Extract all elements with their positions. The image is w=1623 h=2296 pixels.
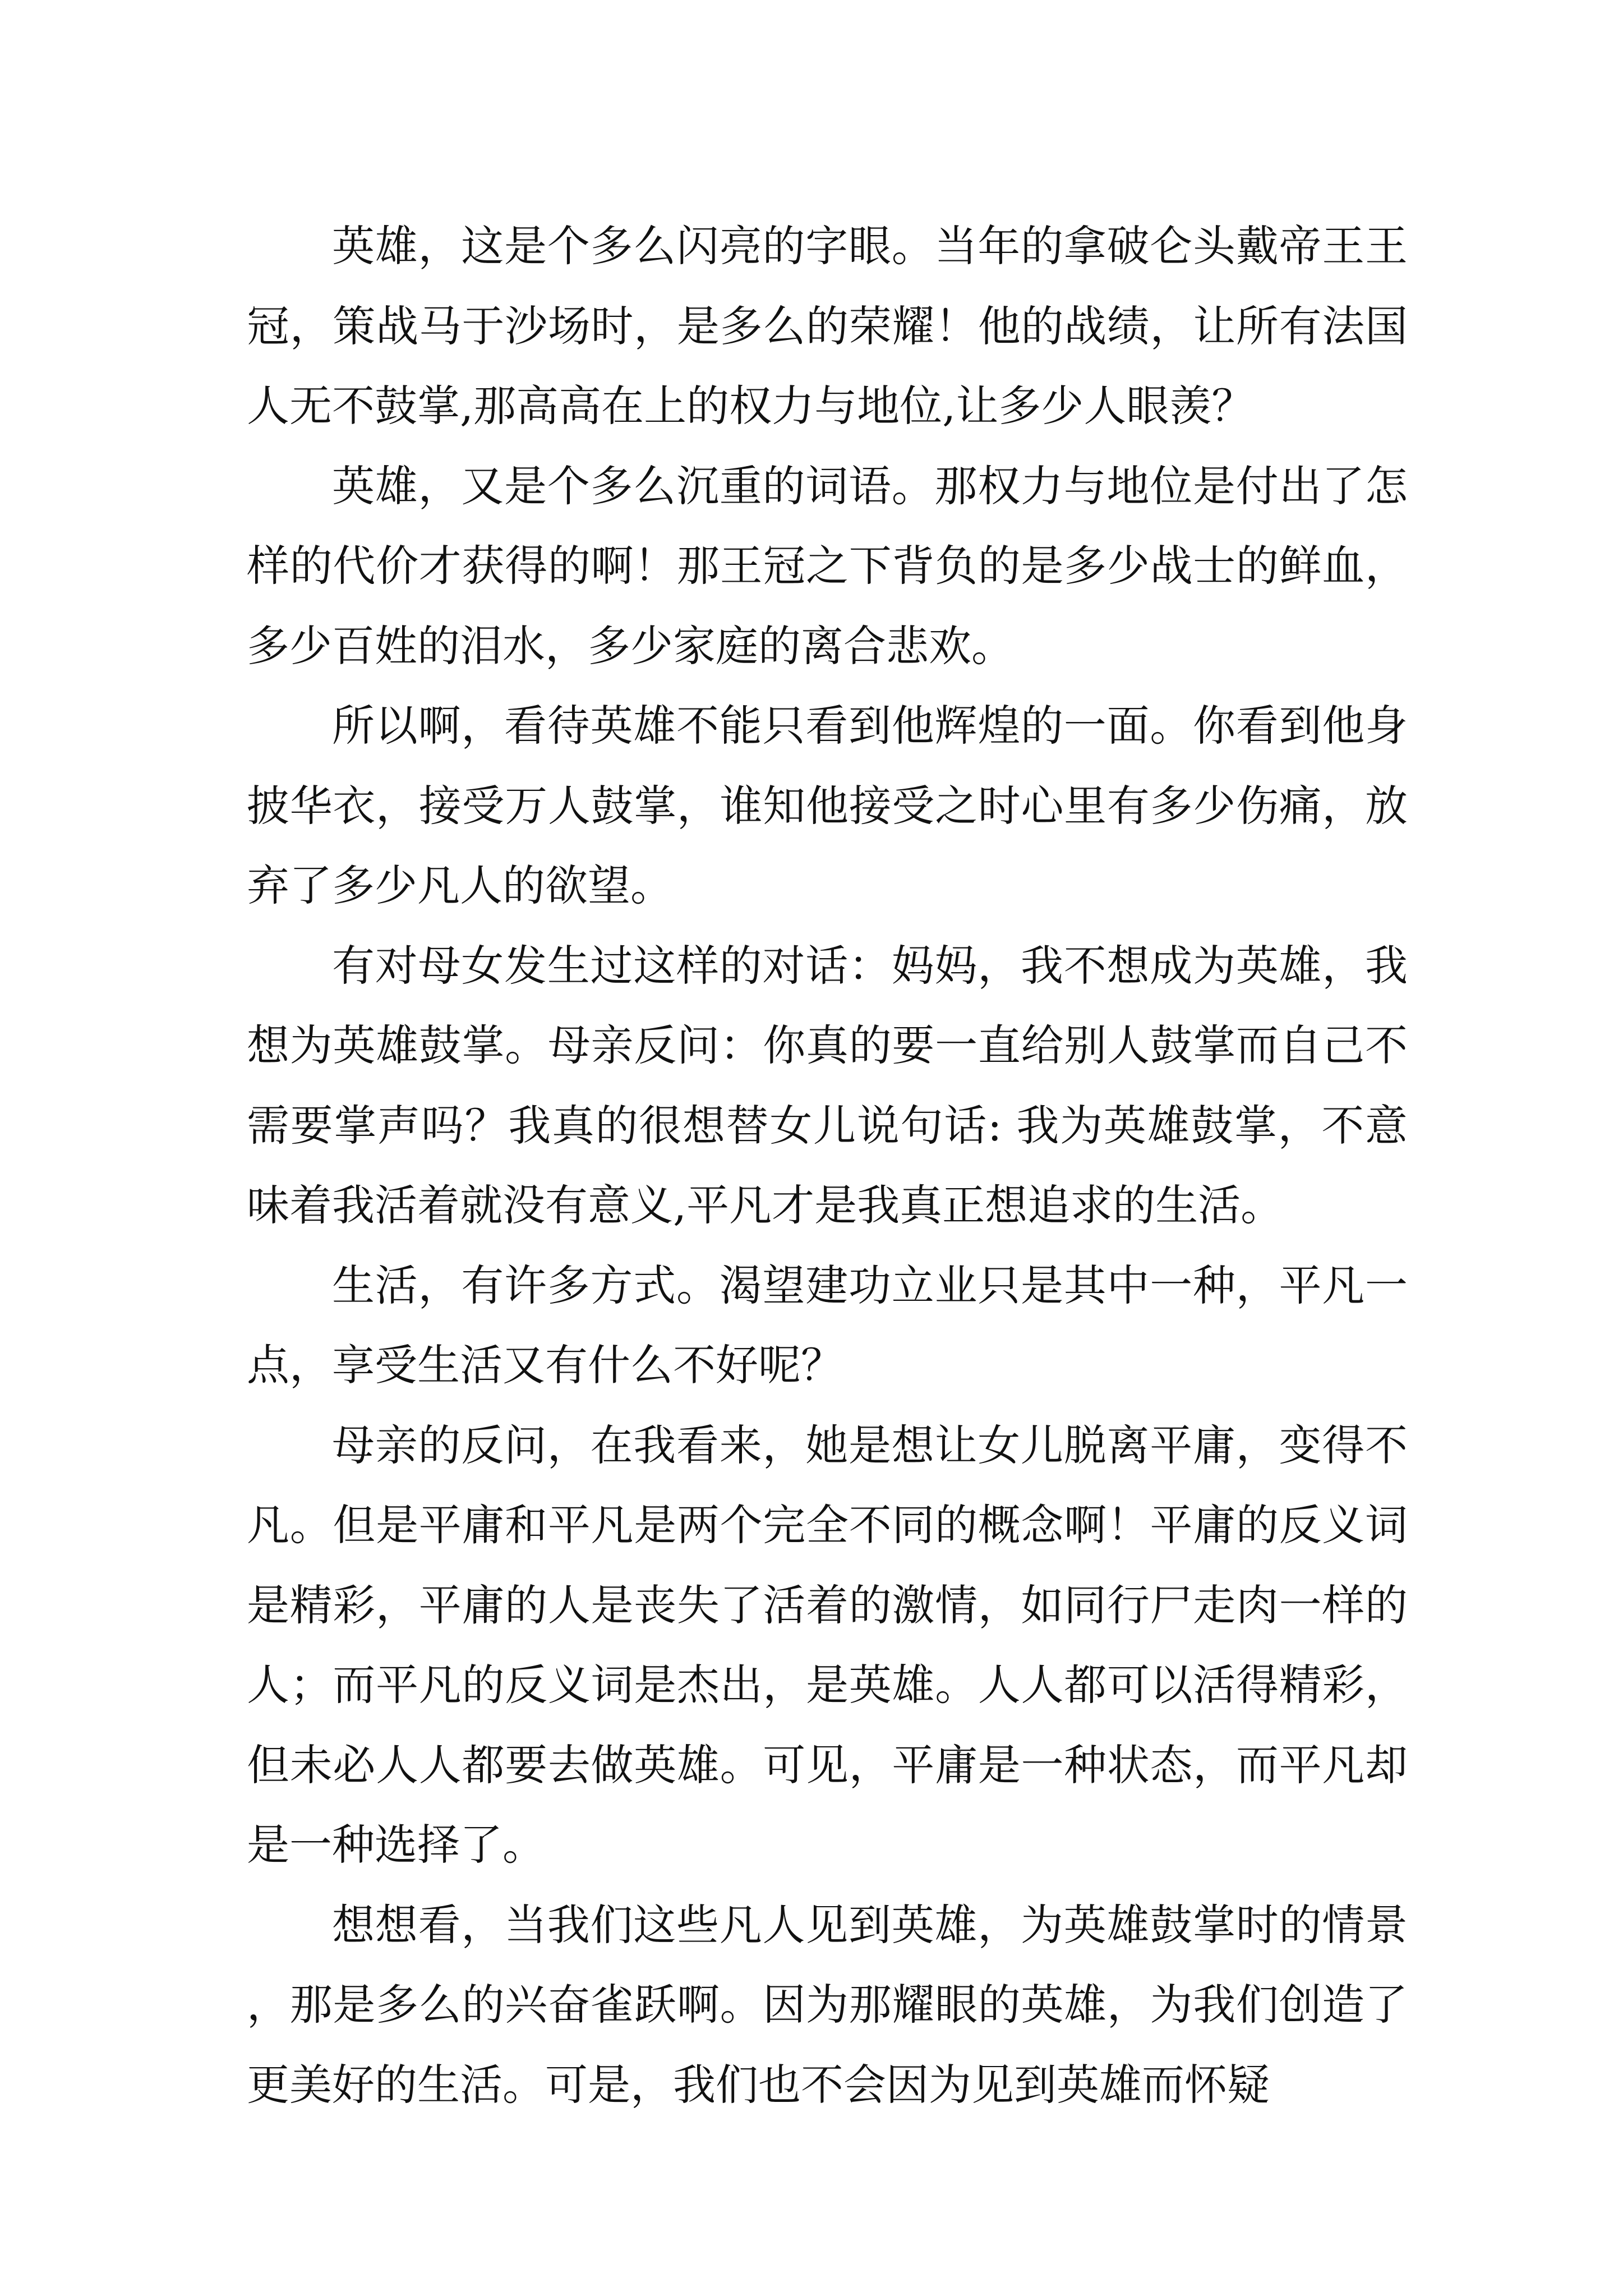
essay-body — [247, 206, 1408, 2125]
paragraph-7: 想想看，当我们这些凡人见到英雄，为英雄鼓掌时的情景，那是多么的兴奋雀跃啊。因为那耀眼的英雄，为我们创造了更美好的生活。可是，我们也不会因为见到英雄而怀疑 — [247, 1899, 1408, 2110]
paragraph-4: 有对母女发生过这样的对话：妈妈，我不想成为英雄，我想为英雄鼓掌。母亲反问：你真的要一直给别人鼓掌而自己不需要掌声吗？我真的很想替女儿说句话: 我为英雄鼓掌，不意味着我活着就没有意义,平凡才是我真正想追求的生活。 — [247, 940, 1408, 1230]
paragraph-1: 英雄，这是个多么闪亮的字眼。当年的拿破仑头戴帝王王冠，策战马于沙场时，是多么的荣耀！他的战绩，让所有法国人无不鼓掌,那高高在上的权力与地位,让多少人眼羡？ — [247, 221, 1408, 431]
paragraph-5: 生活，有许多方式。渴望建功立业只是其中一种，平凡一点，享受生活又有什么不好呢？ — [247, 1260, 1408, 1390]
paragraph-6: 母亲的反问，在我看来，她是想让女儿脱离平庸，变得不凡。但是平庸和平凡是两个完全不同的概念啊！平庸的反义词是精彩，平庸的人是丧失了活着的激情，如同行尸走肉一样的人；而平凡的反义词是杰出，是英雄。人人都可以活得精彩，但未必人人都要去做英雄。可见，平庸是一种状态，而平凡却是一种选择了。 — [247, 1420, 1408, 1870]
paragraph-2: 英雄，又是个多么沉重的词语。那权力与地位是付出了怎样的代价才获得的啊！那王冠之下背负的是多少战士的鲜血，多少百姓的泪水，多少家庭的离合悲欢。 — [247, 461, 1408, 671]
paragraph-3: 所以啊，看待英雄不能只看到他辉煌的一面。你看到他身披华衣，接受万人鼓掌，谁知他接受之时心里有多少伤痛，放弃了多少凡人的欲望。 — [247, 701, 1408, 910]
